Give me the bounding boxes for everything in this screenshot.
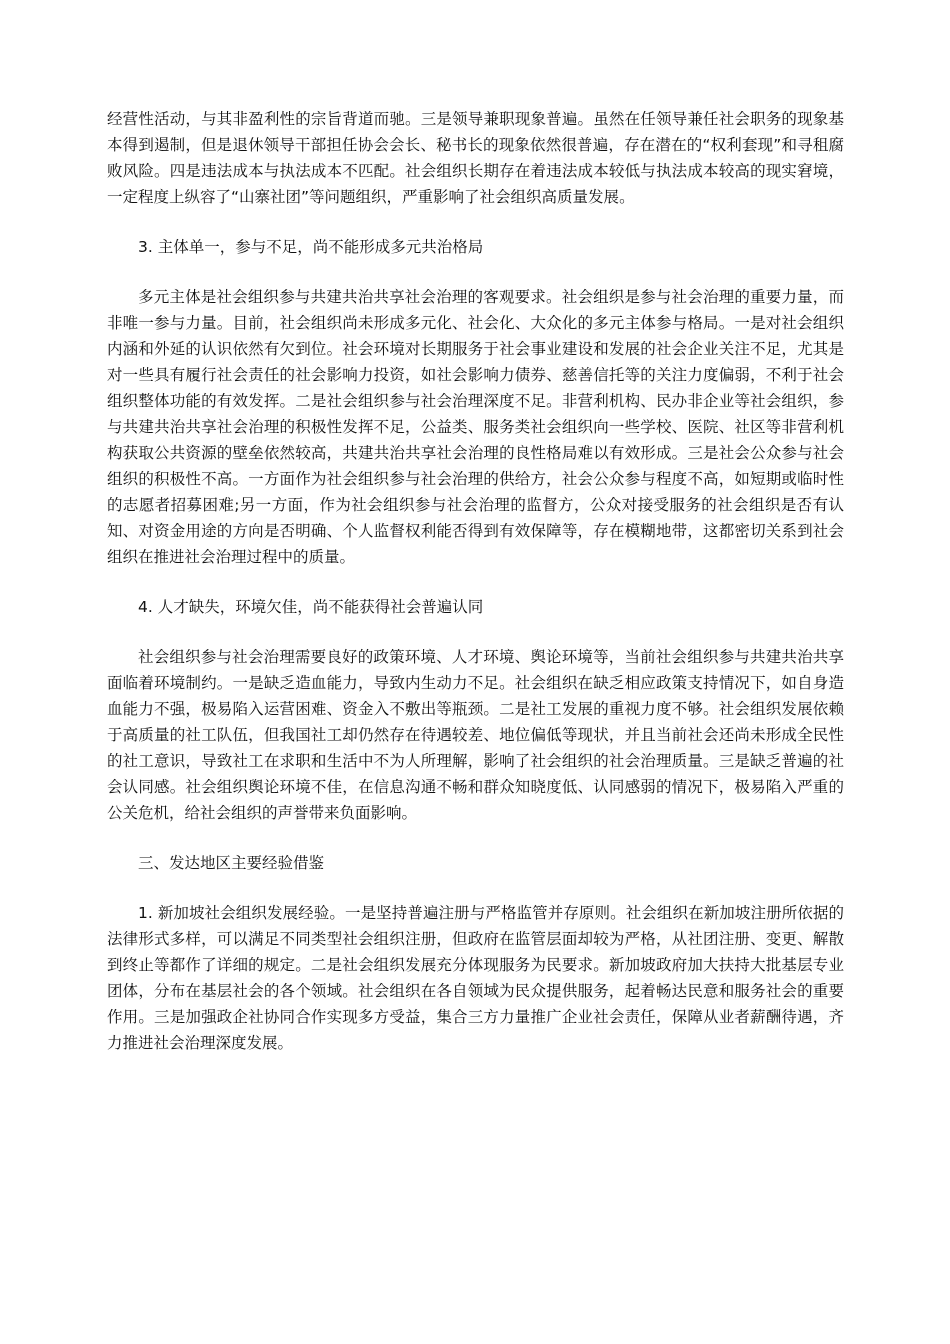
spacer	[107, 260, 844, 284]
paragraph-singapore: 1. 新加坡社会组织发展经验。一是坚持普遍注册与严格监管并存原则。社会组织在新加坡注册所依据的法律形式多样，可以满足不同类型社会组织注册，但政府在监管层面却较为严格，从社团注册、变更、解散到终止等都作了详细的规定。二是社会组织发展充分体现服务为民要求。新加坡政府加大扶持大批基层专业团体，分布在基层社会的各个领域。社会组织在各自领域为民众提供服务，起着畅达民意和服务社会的重要作用。三是加强政企社协同合作实现多方受益，集合三方力量推广企业社会责任，保障从业者薪酬待遇，齐力推进社会治理深度发展。	[107, 904, 844, 1052]
paragraph-talent-environment: 社会组织参与社会治理需要良好的政策环境、人才环境、舆论环境等，当前社会组织参与共建共治共享面临着环境制约。一是缺乏造血能力，导致内生动力不足。社会组织在缺乏相应政策支持情况下，如自身造血能力不强，极易陷入运营困难、资金入不敷出等瓶颈。二是社工发展的重视力度不够。社会组织发展依赖于高质量的社工队伍，但我国社工却仍然存在待遇较差、地位偏低等现状，并且当前社会还尚未形成全民性的社工意识，导致社工在求职和生活中不为人所理解，影响了社会组织的社会治理质量。三是缺乏普遍的社会认同感。社会组织舆论环境不佳，在信息沟通不畅和群众知晓度低、认同感弱的情况下，极易陷入严重的公关危机，给社会组织的声誉带来负面影响。	[107, 648, 844, 822]
spacer	[107, 210, 844, 234]
document-page	[107, 106, 844, 1056]
paragraph-continuation: 经营性活动，与其非盈利性的宗旨背道而驰。三是领导兼职现象普遍。虽然在任领导兼任社会职务的现象基本得到遏制，但是退休领导干部担任协会会长、秘书长的现象依然很普遍，存在潜在的“权利套现”和寻租腐败风险。四是违法成本与执法成本不匹配。社会组织长期存在着违法成本较低与执法成本较高的现实窘境，一定程度上纵容了“山寨社团”等问题组织，严重影响了社会组织高质量发展。	[107, 110, 844, 206]
paragraph-multi-subject: 多元主体是社会组织参与共建共治共享社会治理的客观要求。社会组织是参与社会治理的重要力量，而非唯一参与力量。目前，社会组织尚未形成多元化、社会化、大众化的多元主体参与格局。一是对社会组织内涵和外延的认识依然有欠到位。社会环境对长期服务于社会事业建设和发展的社会企业关注不足，尤其是对一些具有履行社会责任的社会影响力投资，如社会影响力债券、慈善信托等的关注力度偏弱，不利于社会组织整体功能的有效发挥。二是社会组织参与社会治理深度不足。非营利机构、民办非企业等社会组织，参与共建共治共享社会治理的积极性发挥不足，公益类、服务类社会组织向一些学校、医院、社区等非营利机构获取公共资源的壁垒依然较高，共建共治共享社会治理的良性格局难以有效形成。三是社会公众参与社会组织的积极性不高。一方面作为社会组织参与社会治理的供给方，社会公众参与程度不高，如短期或临时性的志愿者招募困难;另一方面，作为社会组织参与社会治理的监督方，公众对接受服务的社会组织是否有认知、对资金用途的方向是否明确、个人监督权利能否得到有效保障等，存在模糊地带，这都密切关系到社会组织在推进社会治理过程中的质量。	[107, 288, 844, 566]
spacer	[107, 570, 844, 594]
spacer	[107, 876, 844, 900]
spacer	[107, 620, 844, 644]
section-heading-4: 4. 人才缺失，环境欠佳，尚不能获得社会普遍认同	[138, 598, 484, 616]
section-heading-3: 3. 主体单一，参与不足，尚不能形成多元共治格局	[138, 238, 484, 256]
chapter-heading-experience: 三、发达地区主要经验借鉴	[138, 854, 325, 872]
spacer	[107, 826, 844, 850]
